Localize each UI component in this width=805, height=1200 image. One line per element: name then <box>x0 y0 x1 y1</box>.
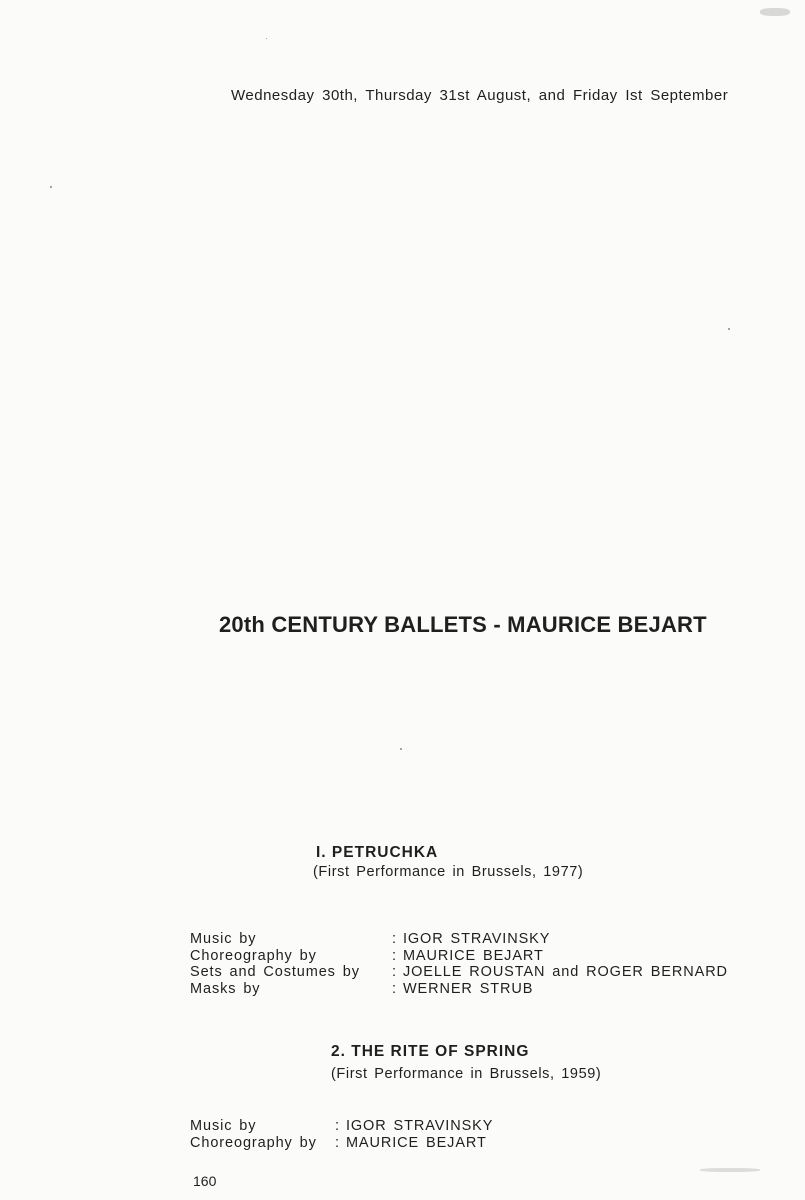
page-number: 160 <box>193 1173 217 1189</box>
credit-name-wrap: : MAURICE BEJART <box>392 947 544 964</box>
credit-row <box>190 948 790 965</box>
credit-name: IGOR STRAVINSKY <box>345 1118 494 1134</box>
credit-name: IGOR STRAVINSKY <box>402 931 551 947</box>
credit-role: Choreography by <box>190 947 317 964</box>
piece-1-credits <box>190 931 790 997</box>
credit-row <box>190 1118 590 1135</box>
credit-role: Choreography by <box>190 1134 317 1151</box>
performance-dates: Wednesday 30th, Thursday 31st August, and Friday Ist September <box>231 87 729 104</box>
credit-name-wrap: : JOELLE ROUSTAN and ROGER BERNARD <box>392 964 728 980</box>
credit-name-wrap: : WERNER STRUB <box>392 980 534 997</box>
paper-smudge <box>700 1168 760 1172</box>
paper-speck <box>266 38 267 39</box>
piece-2-title: 2. THE RITE OF SPRING <box>331 1043 530 1060</box>
paper-speck <box>400 748 402 750</box>
credit-role: Masks by <box>190 980 261 997</box>
piece-1-title: I. PETRUCHKA <box>316 844 439 861</box>
credit-name: MAURICE BEJART <box>402 947 544 964</box>
credit-name-wrap: : IGOR STRAVINSKY <box>392 931 551 947</box>
paper-smudge <box>760 8 790 16</box>
credit-role: Music by <box>190 1118 257 1134</box>
credit-role: Music by <box>190 931 257 947</box>
credit-row <box>190 1135 590 1152</box>
credit-row <box>190 964 790 981</box>
credit-role: Sets and Costumes by <box>190 964 360 980</box>
credit-name: JOELLE ROUSTAN and ROGER BERNARD <box>402 964 728 980</box>
paper-speck <box>50 186 52 188</box>
credit-name: MAURICE BEJART <box>345 1134 487 1151</box>
piece-2-first-performance: (First Performance in Brussels, 1959) <box>331 1066 602 1082</box>
paper-speck <box>728 328 730 330</box>
credit-name: WERNER STRUB <box>402 980 534 997</box>
credit-name-wrap: : IGOR STRAVINSKY <box>335 1118 494 1134</box>
credit-row <box>190 981 790 998</box>
credit-name-wrap: : MAURICE BEJART <box>335 1134 487 1151</box>
piece-2-credits <box>190 1118 590 1151</box>
page-title: 20th CENTURY BALLETS - MAURICE BEJART <box>219 612 707 637</box>
piece-1-first-performance: (First Performance in Brussels, 1977) <box>313 864 584 880</box>
credit-row <box>190 931 790 948</box>
